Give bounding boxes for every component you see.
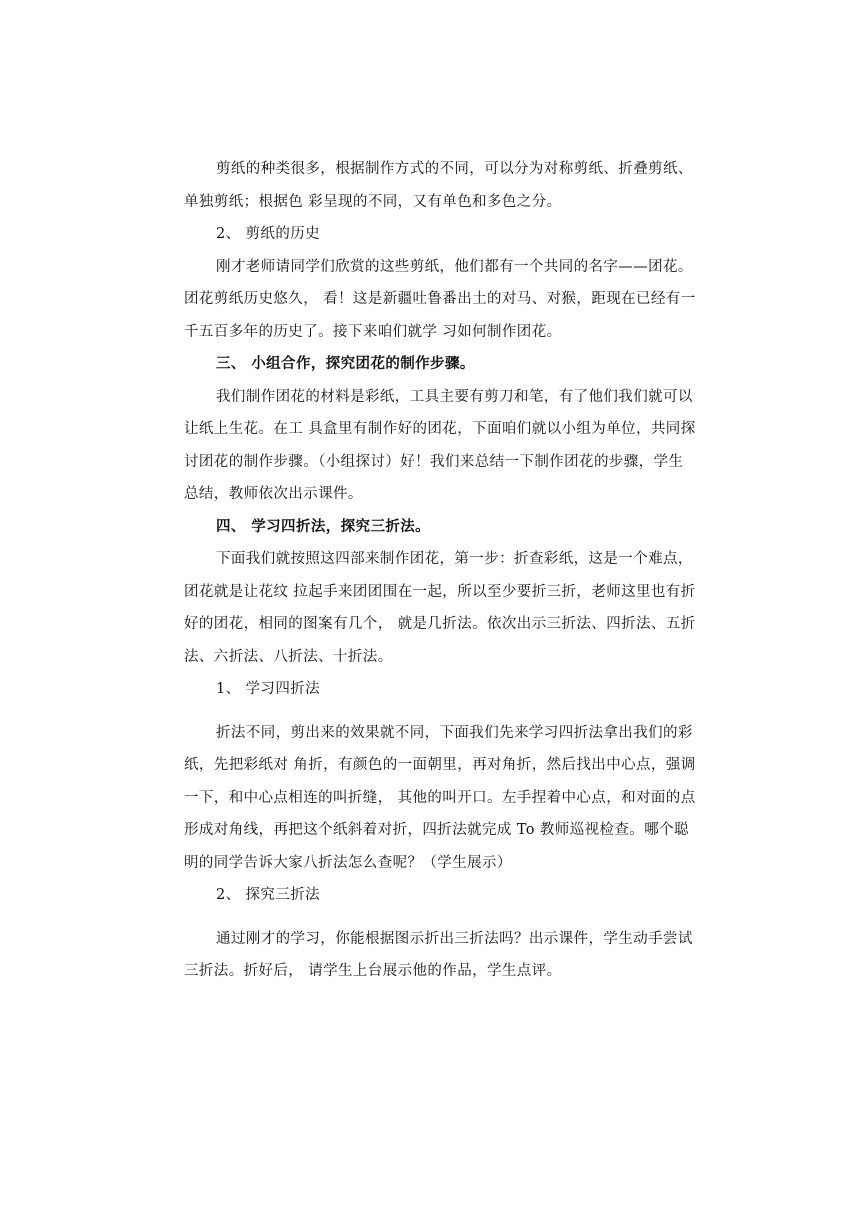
text-line: 团花就是让花纹 拉起手来团团围在一起，所以至少要折三折，老师这里也有折 [184,583,696,600]
text-line: 下面我们就按照这四部来制作团花，第一步：折查彩纸，这是一个难点， [216,551,693,567]
section-heading-three: 三、 小组合作，探究团花的制作步骤。 [216,355,475,372]
text-line: 通过刚才的学习，你能根据图示折出三折法吗？出示课件，学生动手尝试 [216,930,693,947]
text-line: 我们制作团花的材料是彩纸，工具主要有剪刀和笔，有了他们我们就可以 [216,388,693,405]
text-line: 剪纸的种类很多，根据制作方式的不同，可以分为对称剪纸、折叠剪纸、 [216,161,693,177]
text-line: 明的同学告诉大家八折法怎么查呢？（学生展示） [184,854,512,871]
text-line: 一下，和中心点相连的叫折缝， 其他的叫开口。左手捏着中心点，和对面的点 [184,789,696,806]
section-heading-four: 四、 学习四折法，探究三折法。 [216,517,431,535]
paragraph-three-fold [184,923,693,988]
text-line: 折法不同，剪出来的效果就不同，下面我们先来学习四折法拿出我们的彩 [216,724,693,741]
subheading-four-fold: 1、 学习四折法 [216,681,321,697]
text-line: 形成对角线，再把这个纸斜着对折，四折法就完成 To 教师巡视检查。哪个聪 [184,822,689,838]
text-line: 让纸上生花。在工 具盒里有制作好的团花，下面咱们就以小组为单位，共同探 [184,421,696,437]
subheading-three-fold: 2、 探究三折法 [216,887,321,903]
paragraph-history [184,251,696,349]
text-line: 总结，教师依次出示课件。 [184,486,363,502]
paragraph-four-fold [184,717,696,880]
paragraph-materials [184,381,696,511]
spacer [184,912,684,923]
text-line: 三折法。折好后， 请学生上台展示他的作品，学生点评。 [184,963,562,979]
paragraph-folding [184,543,696,673]
text-line: 团花剪纸历史悠久， 看！这是新疆吐鲁番出土的对马、对猴，距现在已经有一 [184,291,696,307]
text-line: 讨团花的制作步骤。（小组探讨）好！我们来总结一下制作团花的步骤，学生 [184,453,684,470]
document-body [184,153,696,988]
text-line: 千五百多年的历史了。接下来咱们就学 习如何制作团花。 [184,323,562,340]
text-line: 好的团花，相同的图案有几个， 就是几折法。依次出示三折法、四折法、五折 [184,616,696,632]
text-line: 单独剪纸；根据色 彩呈现的不同，又有单色和多色之分。 [184,193,562,210]
paragraph-types [184,153,693,218]
text-line: 刚才老师请同学们欣赏的这些剪纸，他们都有一个共同的名字——团花。 [216,258,693,275]
text-line: 法、六折法、八折法、十折法。 [184,648,393,665]
subheading-history: 2、 剪纸的历史 [216,226,321,242]
text-line: 纸，先把彩纸对 角折，有颜色的一面朝里，再对角折，然后找出中心点，强调 [184,757,696,773]
spacer [184,706,684,717]
